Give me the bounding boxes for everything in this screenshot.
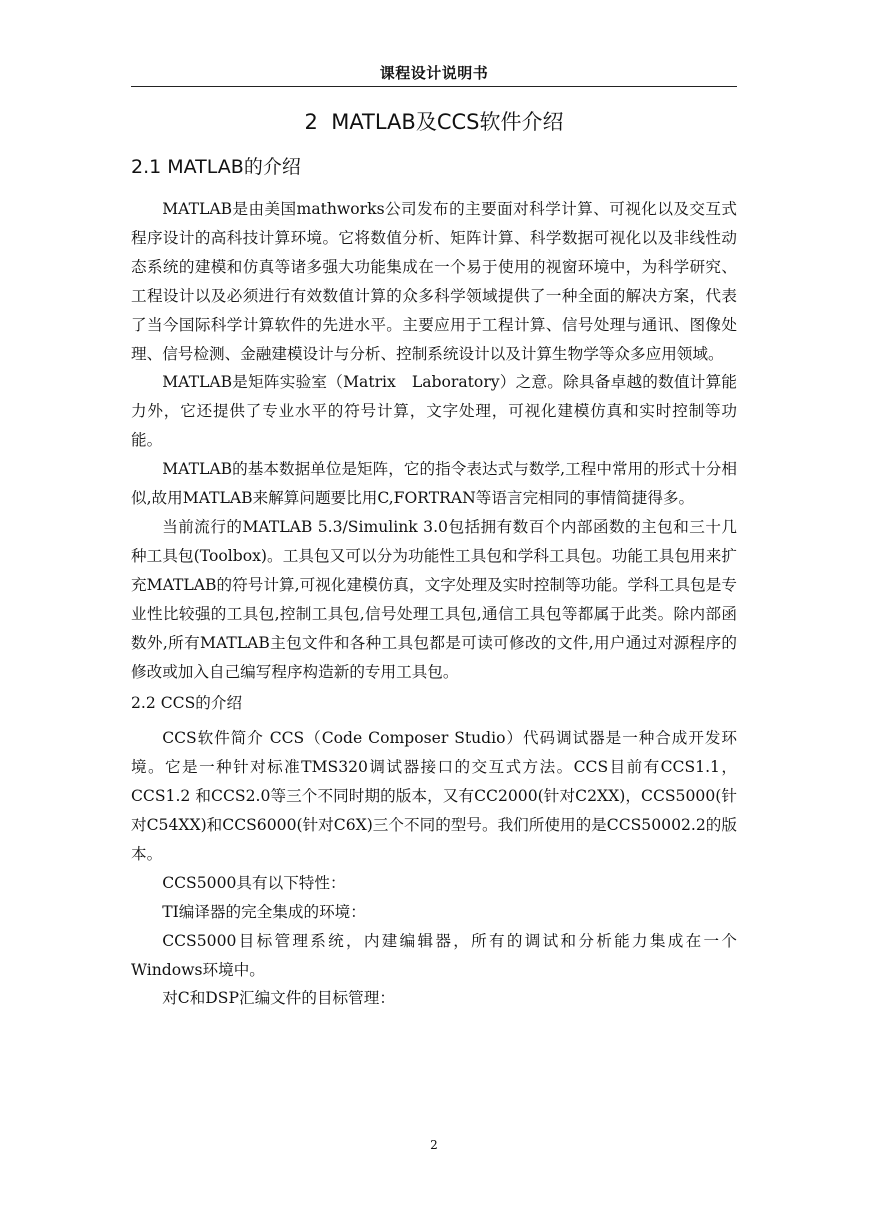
paragraph: MATLAB的基本数据单位是矩阵，它的指令表达式与数学,工程中常用的形式十分相似,故用MATLAB来解算问题要比用C,FORTRAN等语言完相同的事情简捷得多。: [131, 460, 737, 508]
paragraph: CCS软件简介 CCS（Code Composer Studio）代码调试器是一种合成开发环境。它是一种针对标准TMS320调试器接口的交互式方法。CCS目前有CCS1.1，CCS1.2 和CCS2.0等三个不同时期的版本，又有CC2000(针对C2XX)，CCS5000(针对C54XX)和CCS6000(针对C6X)三个不同的型号。我们所使用的是CCS50002.2的版本。: [131, 729, 737, 863]
header-divider: [131, 86, 737, 87]
section-heading-matlab: 2.1 MATLAB的介绍: [131, 156, 301, 178]
paragraph: 对C和DSP汇编文件的目标管理：: [162, 989, 395, 1008]
paragraph: MATLAB是矩阵实验室（Matrix Laboratory）之意。除具备卓越的数值计算能力外，它还提供了专业水平的符号计算，文字处理，可视化建模仿真和实时控制等功能。: [131, 373, 737, 450]
paragraph: MATLAB是由美国mathworks公司发布的主要面对科学计算、可视化以及交互式程序设计的高科技计算环境。它将数值分析、矩阵计算、科学数据可视化以及非线性动态系统的建模和仿真等诸多强大功能集成在一个易于使用的视窗环境中，为科学研究、工程设计以及必须进行有效数值计算的众多科学领域提供了一种全面的解决方案，代表了当今国际科学计算软件的先进水平。主要应用于工程计算、信号处理与通讯、图像处理、信号检测、金融建模设计与分析、控制系统设计以及计算生物学等众多应用领域。: [131, 200, 737, 363]
document-body: [131, 195, 737, 1013]
paragraph: CCS5000目标管理系统，内建编辑器，所有的调试和分析能力集成在一个Windows环境中。: [131, 931, 737, 979]
section-heading-ccs: 2.2 CCS的介绍: [131, 694, 243, 713]
running-header: 课程设计说明书: [379, 64, 489, 82]
page-number: 2: [430, 1138, 438, 1152]
paragraph: 当前流行的MATLAB 5.3/Simulink 3.0包括拥有数百个内部函数的主包和三十几种工具包(Toolbox)。工具包又可以分为功能性工具包和学科工具包。功能工具包用来扩充MATLAB的符号计算,可视化建模仿真，文字处理及实时控制等功能。学科工具包是专业性比较强的工具包,控制工具包,信号处理工具包,通信工具包等都属于此类。除内部函数外,所有MATLAB主包文件和各种工具包都是可读可修改的文件,用户通过对源程序的修改或加入自己编写程序构造新的专用工具包。: [131, 517, 737, 681]
chapter-title: 2 MATLAB及CCS软件介绍: [304, 110, 564, 134]
paragraph: CCS5000具有以下特性：: [162, 873, 346, 892]
paragraph: TI编译器的完全集成的环境：: [162, 902, 366, 921]
